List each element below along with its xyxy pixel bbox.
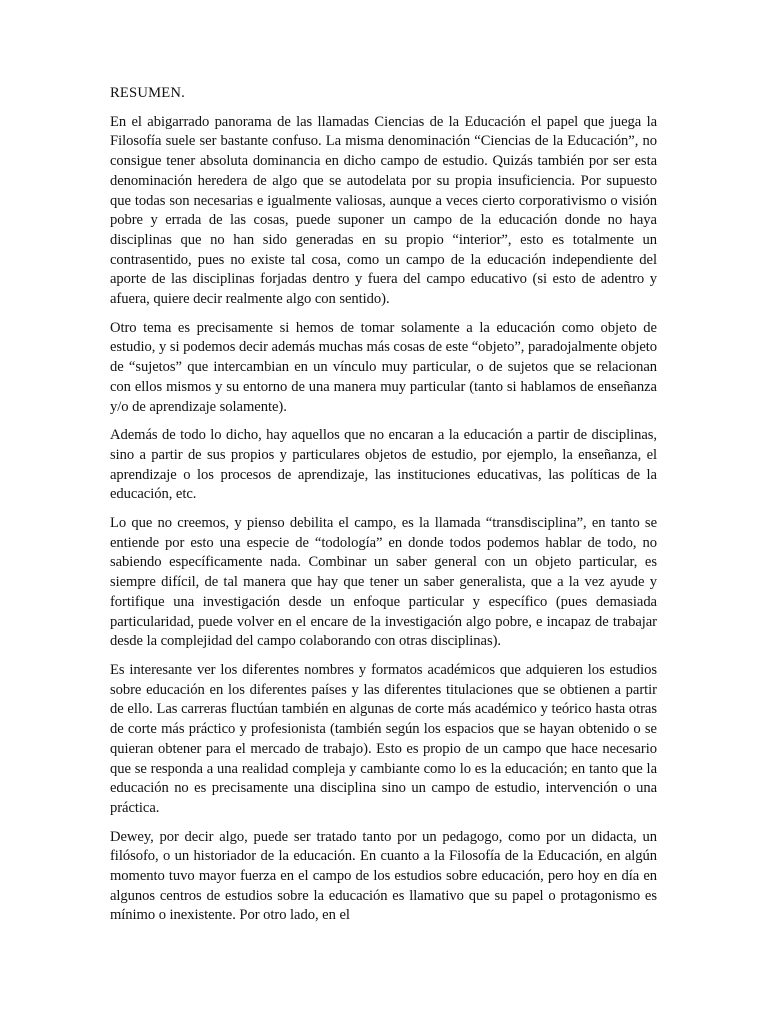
document-page (110, 84, 657, 935)
paragraph-2: Otro tema es precisamente si hemos de tomar solamente a la educación como objeto de estudio, y si podemos decir además muchas más cosas de este “objeto”, paradojalmente objeto de “sujetos” que intercambian en un vínculo muy particular, o de sujetos que se relacionan con ellos mismos y su entorno de una manera muy particular (tanto si hablamos de enseñanza y/o de aprendizaje solamente). (110, 319, 658, 415)
document-heading: RESUMEN. (110, 85, 185, 101)
paragraph-5: Es interesante ver los diferentes nombres y formatos académicos que adquieren los estudios sobre educación en los diferentes países y las diferentes titulaciones que se obtienen a partir de ello. Las carreras fluctúan también en algunas de corte más académico y teórico hasta otras de corte más práctico y profesionista (también según los espacios que se hayan obtenido o se quieran obtener para el mercado de trabajo). Esto es propio de un campo que hace necesario que se responda a una realidad compleja y cambiante como lo es la educación; en tanto que la educación no es precisamente una disciplina sino un campo de estudio, intervención o una práctica. (110, 661, 657, 816)
paragraph-6: Dewey, por decir algo, puede ser tratado tanto por un pedagogo, como por un didacta, un filósofo, o un historiador de la educación. En cuanto a la Filosofía de la Educación, en algún momento tuvo mayor fuerza en el campo de los estudios sobre educación, pero hoy en día en algunos centros de estudios sobre la educación es llamativo que su papel o protagonismo es mínimo o inexistente. Por otro lado, en el (110, 828, 657, 924)
paragraph-1: En el abigarrado panorama de las llamadas Ciencias de la Educación el papel que juega la Filosofía suele ser bastante confuso. La misma denominación “Ciencias de la Educación”, no consigue tener absoluta dominancia en dicho campo de estudio. Quizás también por ser esta denominación heredera de algo que se autodelata por su propia insuficiencia. Por supuesto que todas son necesarias e igualmente valiosas, aunque a veces cierto corporativismo o visión pobre y errada de las cosas, puede suponer un campo de la educación donde no haya disciplinas que no han sido generadas en su propio “interior”, esto es totalmente un contrasentido, pues no existe tal cosa, como un campo de la educación independiente del aporte de las disciplinas forjadas dentro y fuera del campo educativo (si esto de adentro y afuera, quiere decir realmente algo con sentido). (110, 113, 657, 308)
paragraph-3: Además de todo lo dicho, hay aquellos que no encaran a la educación a partir de disciplinas, sino a partir de sus propios y particulares objetos de estudio, por ejemplo, la enseñanza, el aprendizaje o los procesos de aprendizaje, las instituciones educativas, las políticas de la educación, etc. (110, 427, 657, 503)
paragraph-4: Lo que no creemos, y pienso debilita el campo, es la llamada “transdisciplina”, en tanto se entiende por esto una especie de “todología” en donde todos podemos hablar de todo, no sabiendo específicamente nada. Combinar un saber general con un objeto particular, es siempre difícil, de tal manera que hay que tener un saber generalista, que a la vez ayude y fortifique una investigación desde un enfoque particular y específico (pues demasiada particularidad, puede volver en el encare de la investigación algo pobre, e incapaz de trabajar desde la complejidad del campo colaborando con otras disciplinas). (110, 515, 657, 650)
